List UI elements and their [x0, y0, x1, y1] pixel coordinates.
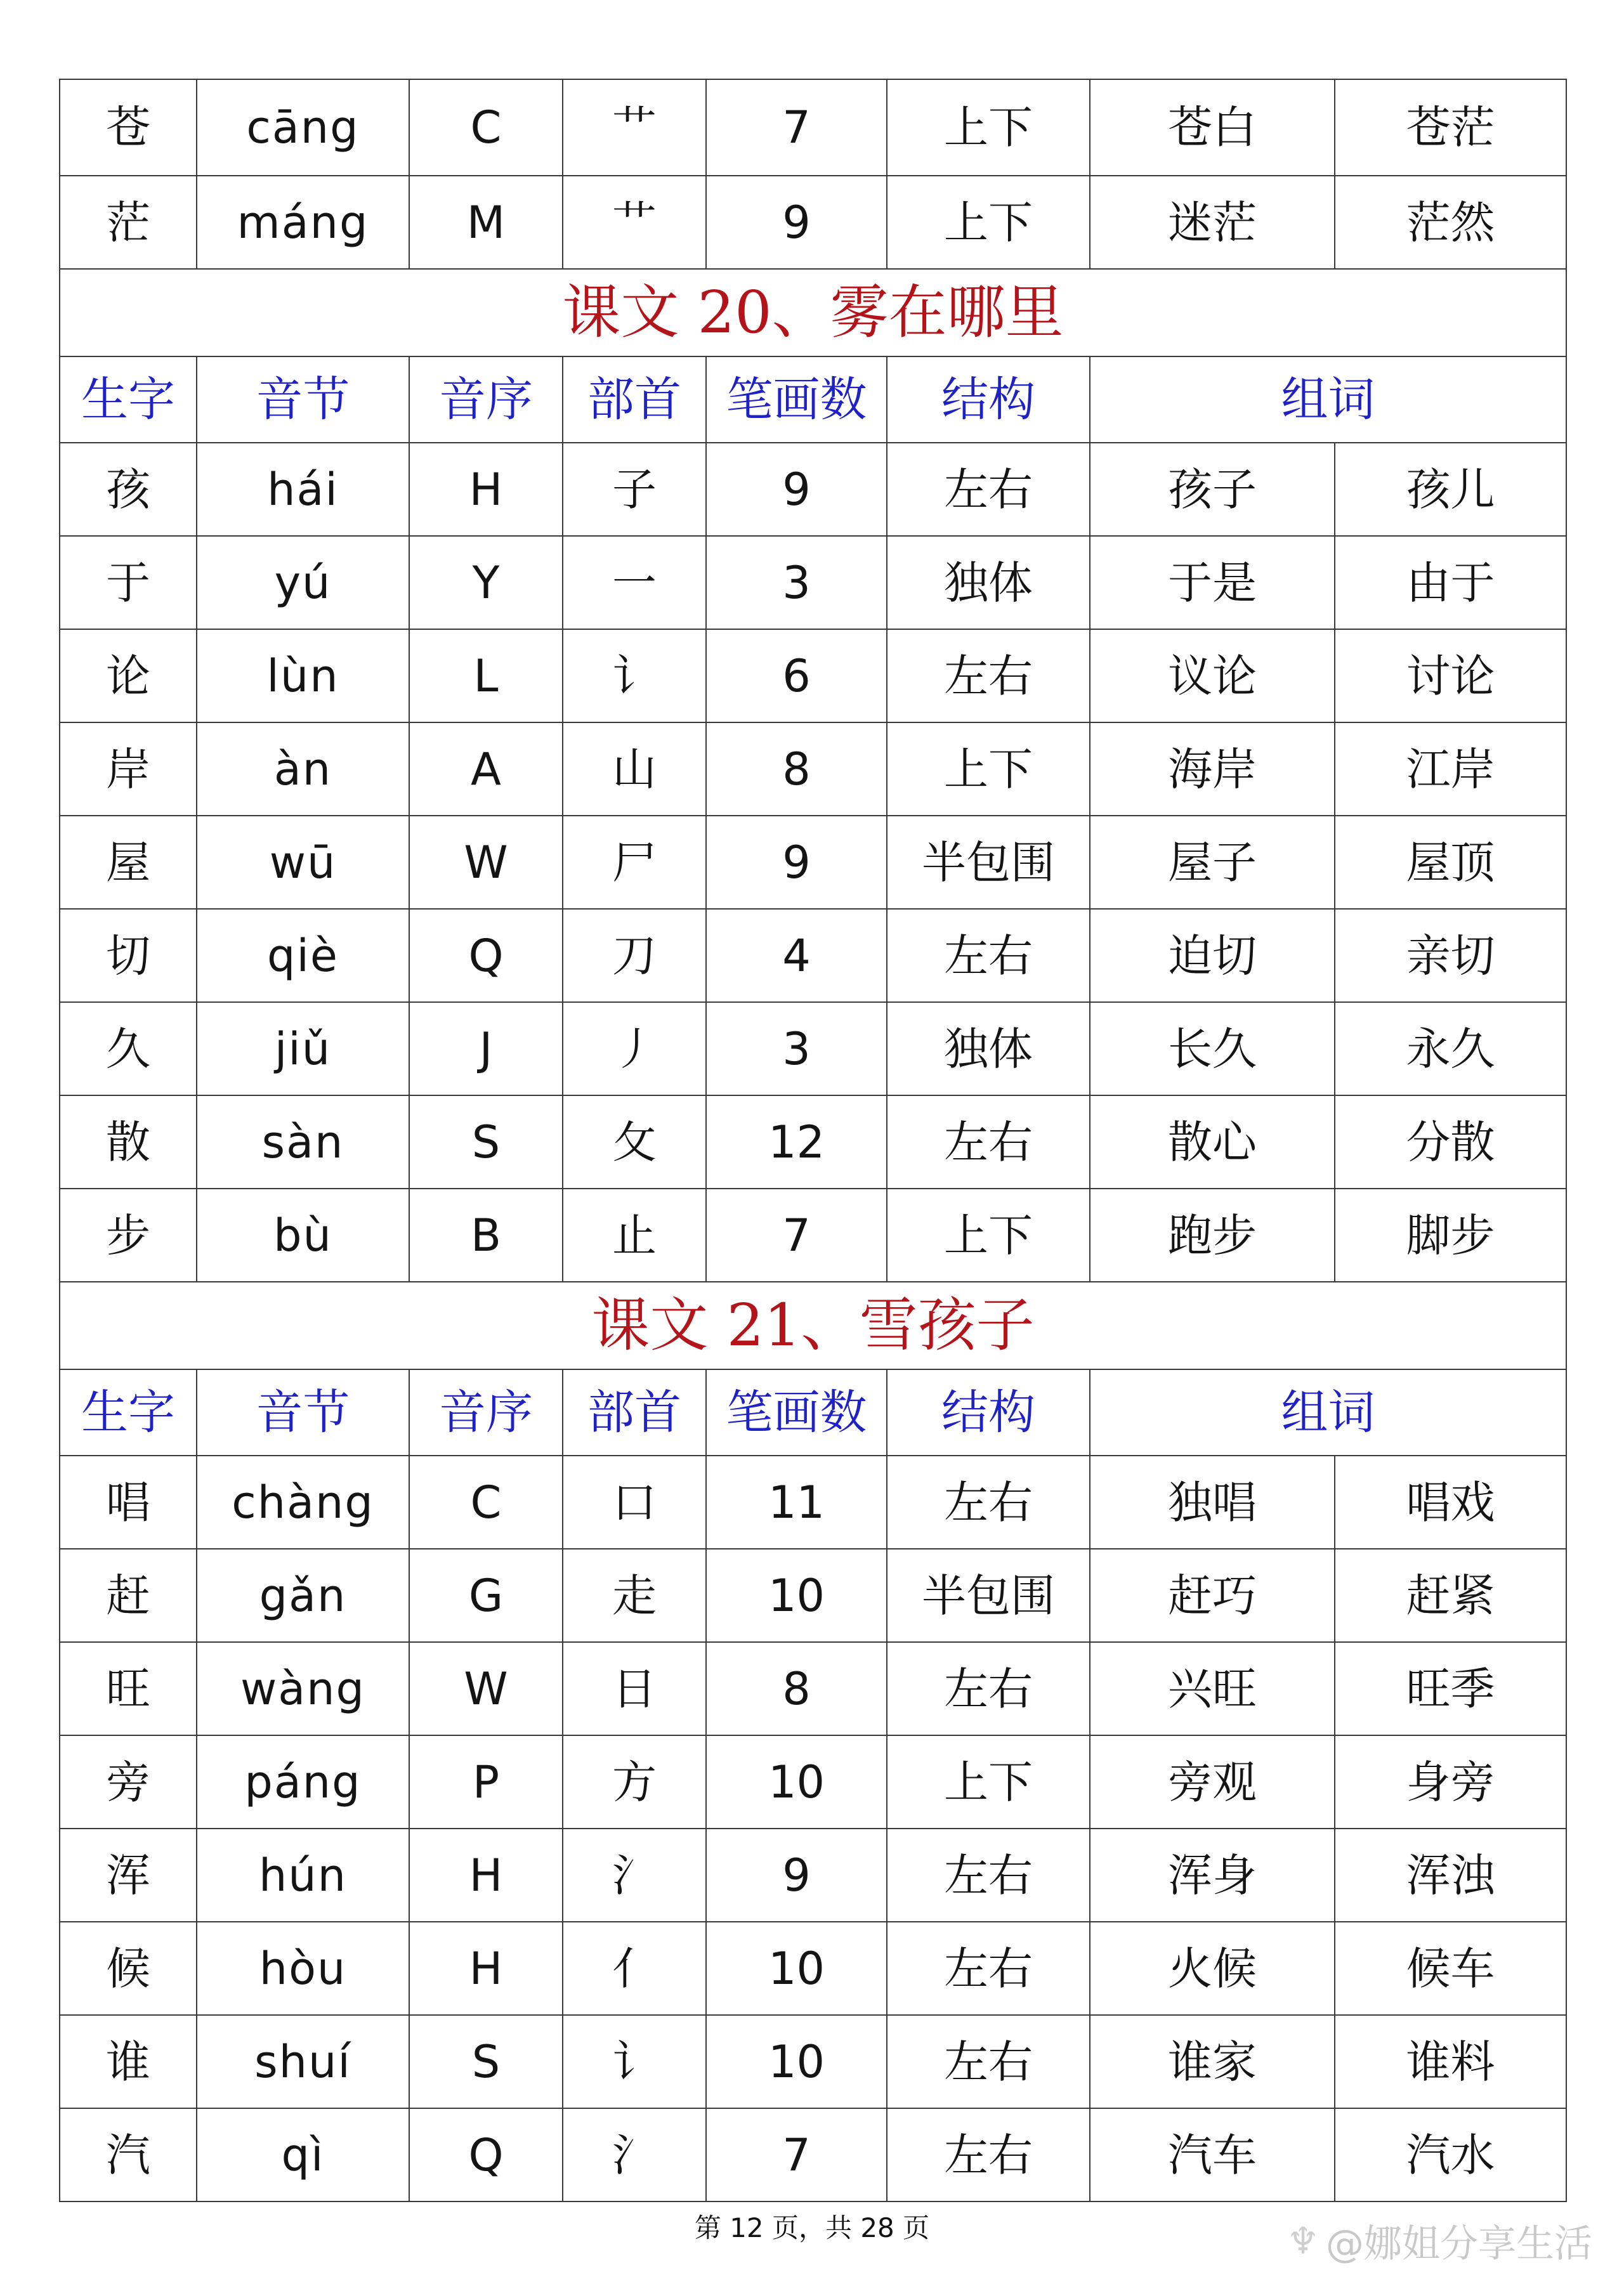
cell-strokes: 6 — [706, 629, 887, 722]
cell-letter: Q — [409, 909, 563, 1002]
cell-strokes: 10 — [706, 2015, 887, 2108]
cell-word2: 谁料 — [1335, 2015, 1566, 2108]
cell-letter: C — [409, 79, 563, 176]
cell-word2: 亲切 — [1335, 909, 1566, 1002]
table-row — [60, 1189, 1566, 1282]
column-header: 结构 — [887, 356, 1090, 443]
cell-word1: 海岸 — [1090, 722, 1335, 816]
cell-letter: W — [409, 816, 563, 909]
cell-letter: H — [409, 443, 563, 536]
cell-pinyin: sàn — [197, 1095, 409, 1189]
cell-structure: 独体 — [887, 1002, 1090, 1095]
cell-structure: 左右 — [887, 909, 1090, 1002]
table-row — [60, 1829, 1566, 1922]
cell-word2: 分散 — [1335, 1095, 1566, 1189]
cell-structure: 上下 — [887, 176, 1090, 269]
lesson-title-row — [60, 269, 1566, 356]
table-row — [60, 2015, 1566, 2108]
cell-strokes: 8 — [706, 722, 887, 816]
cell-char: 候 — [60, 1922, 197, 2015]
cell-char: 孩 — [60, 443, 197, 536]
column-header: 笔画数 — [706, 356, 887, 443]
cell-word2: 浑浊 — [1335, 1829, 1566, 1922]
cell-letter: J — [409, 1002, 563, 1095]
watermark — [1287, 2214, 1592, 2268]
cell-letter: P — [409, 1735, 563, 1829]
cell-strokes: 10 — [706, 1922, 887, 2015]
cell-word1: 议论 — [1090, 629, 1335, 722]
cell-char: 汽 — [60, 2108, 197, 2201]
cell-letter: B — [409, 1189, 563, 1282]
cell-char: 浑 — [60, 1829, 197, 1922]
cell-word1: 屋子 — [1090, 816, 1335, 909]
cell-radical: 丿 — [563, 1002, 706, 1095]
column-header: 生字 — [60, 1369, 197, 1456]
cell-char: 茫 — [60, 176, 197, 269]
cell-strokes: 11 — [706, 1456, 887, 1549]
cell-strokes: 8 — [706, 1642, 887, 1735]
cell-char: 散 — [60, 1095, 197, 1189]
cell-pinyin: wū — [197, 816, 409, 909]
column-header: 部首 — [563, 356, 706, 443]
cell-strokes: 9 — [706, 443, 887, 536]
cell-pinyin: gǎn — [197, 1549, 409, 1642]
cell-pinyin: máng — [197, 176, 409, 269]
cell-structure: 左右 — [887, 1095, 1090, 1189]
header-row — [60, 356, 1566, 443]
cell-pinyin: qiè — [197, 909, 409, 1002]
cell-letter: S — [409, 1095, 563, 1189]
cell-word2: 由于 — [1335, 536, 1566, 629]
cell-word2: 屋顶 — [1335, 816, 1566, 909]
cell-word2: 候车 — [1335, 1922, 1566, 2015]
cell-strokes: 3 — [706, 1002, 887, 1095]
column-header: 组词 — [1090, 1369, 1566, 1456]
cell-strokes: 10 — [706, 1735, 887, 1829]
cell-radical: 艹 — [563, 79, 706, 176]
cell-char: 屋 — [60, 816, 197, 909]
cell-pinyin: qì — [197, 2108, 409, 2201]
cell-structure: 左右 — [887, 2015, 1090, 2108]
cell-pinyin: chàng — [197, 1456, 409, 1549]
lesson-title: 课文 20、雾在哪里 — [60, 269, 1566, 356]
cell-pinyin: shuí — [197, 2015, 409, 2108]
cell-structure: 独体 — [887, 536, 1090, 629]
table-row — [60, 176, 1566, 269]
cell-word1: 浑身 — [1090, 1829, 1335, 1922]
cell-radical: 方 — [563, 1735, 706, 1829]
column-header: 笔画数 — [706, 1369, 887, 1456]
table-row — [60, 816, 1566, 909]
cell-word2: 苍茫 — [1335, 79, 1566, 176]
cell-structure: 左右 — [887, 443, 1090, 536]
cell-radical: 尸 — [563, 816, 706, 909]
cell-word2: 茫然 — [1335, 176, 1566, 269]
column-header: 音序 — [409, 1369, 563, 1456]
cell-strokes: 3 — [706, 536, 887, 629]
column-header: 部首 — [563, 1369, 706, 1456]
cell-letter: Y — [409, 536, 563, 629]
cell-word2: 孩儿 — [1335, 443, 1566, 536]
cell-word1: 独唱 — [1090, 1456, 1335, 1549]
cell-pinyin: bù — [197, 1189, 409, 1282]
cell-pinyin: hái — [197, 443, 409, 536]
table-row — [60, 79, 1566, 176]
cell-char: 旁 — [60, 1735, 197, 1829]
cell-radical: 讠 — [563, 629, 706, 722]
cell-pinyin: wàng — [197, 1642, 409, 1735]
cell-char: 唱 — [60, 1456, 197, 1549]
cell-char: 切 — [60, 909, 197, 1002]
cell-word1: 迫切 — [1090, 909, 1335, 1002]
column-header: 组词 — [1090, 356, 1566, 443]
table-row — [60, 1735, 1566, 1829]
cell-word1: 跑步 — [1090, 1189, 1335, 1282]
cell-letter: H — [409, 1922, 563, 2015]
cell-char: 谁 — [60, 2015, 197, 2108]
cell-pinyin: lùn — [197, 629, 409, 722]
cell-structure: 左右 — [887, 1642, 1090, 1735]
cell-structure: 半包围 — [887, 1549, 1090, 1642]
cell-letter: H — [409, 1829, 563, 1922]
cell-word2: 讨论 — [1335, 629, 1566, 722]
cell-structure: 半包围 — [887, 816, 1090, 909]
cell-word2: 赶紧 — [1335, 1549, 1566, 1642]
cell-structure: 上下 — [887, 1189, 1090, 1282]
cell-letter: A — [409, 722, 563, 816]
cell-char: 论 — [60, 629, 197, 722]
cell-word1: 散心 — [1090, 1095, 1335, 1189]
table-row — [60, 1095, 1566, 1189]
cell-letter: L — [409, 629, 563, 722]
header-row — [60, 1369, 1566, 1456]
cell-letter: S — [409, 2015, 563, 2108]
table-row — [60, 1642, 1566, 1735]
cell-letter: M — [409, 176, 563, 269]
cell-radical: 艹 — [563, 176, 706, 269]
cell-structure: 左右 — [887, 1829, 1090, 1922]
column-header: 生字 — [60, 356, 197, 443]
cell-radical: 日 — [563, 1642, 706, 1735]
cell-strokes: 10 — [706, 1549, 887, 1642]
cell-word1: 兴旺 — [1090, 1642, 1335, 1735]
cell-word2: 脚步 — [1335, 1189, 1566, 1282]
table-row — [60, 909, 1566, 1002]
cell-strokes: 9 — [706, 1829, 887, 1922]
cell-radical: 攵 — [563, 1095, 706, 1189]
cell-radical: 亻 — [563, 1922, 706, 2015]
table-row — [60, 1456, 1566, 1549]
cell-pinyin: hún — [197, 1829, 409, 1922]
cell-word1: 旁观 — [1090, 1735, 1335, 1829]
cell-word1: 长久 — [1090, 1002, 1335, 1095]
watermark-logo-icon: ♆ — [1287, 2219, 1320, 2262]
table-row — [60, 1002, 1566, 1095]
cell-radical: 刀 — [563, 909, 706, 1002]
cell-word1: 于是 — [1090, 536, 1335, 629]
cell-char: 旺 — [60, 1642, 197, 1735]
cell-radical: 山 — [563, 722, 706, 816]
cell-word1: 汽车 — [1090, 2108, 1335, 2201]
page-footer: 第 12 页，共 28 页 — [694, 2212, 930, 2243]
cell-word2: 旺季 — [1335, 1642, 1566, 1735]
lesson-title: 课文 21、雪孩子 — [60, 1282, 1566, 1369]
cell-word1: 迷茫 — [1090, 176, 1335, 269]
cell-radical: 子 — [563, 443, 706, 536]
cell-word1: 孩子 — [1090, 443, 1335, 536]
cell-pinyin: yú — [197, 536, 409, 629]
cell-char: 久 — [60, 1002, 197, 1095]
cell-word2: 江岸 — [1335, 722, 1566, 816]
cell-structure: 上下 — [887, 1735, 1090, 1829]
cell-char: 赶 — [60, 1549, 197, 1642]
column-header: 结构 — [887, 1369, 1090, 1456]
table-row — [60, 722, 1566, 816]
cell-pinyin: àn — [197, 722, 409, 816]
cell-word1: 谁家 — [1090, 2015, 1335, 2108]
lesson-title-row — [60, 1282, 1566, 1369]
table-row — [60, 443, 1566, 536]
cell-letter: Q — [409, 2108, 563, 2201]
cell-char: 岸 — [60, 722, 197, 816]
cell-radical: 氵 — [563, 2108, 706, 2201]
cell-word1: 赶巧 — [1090, 1549, 1335, 1642]
cell-word2: 身旁 — [1335, 1735, 1566, 1829]
cell-word1: 火候 — [1090, 1922, 1335, 2015]
cell-structure: 左右 — [887, 2108, 1090, 2201]
cell-structure: 左右 — [887, 629, 1090, 722]
cell-radical: 口 — [563, 1456, 706, 1549]
cell-strokes: 7 — [706, 1189, 887, 1282]
cell-pinyin: hòu — [197, 1922, 409, 2015]
cell-letter: G — [409, 1549, 563, 1642]
table-row — [60, 2108, 1566, 2201]
cell-strokes: 9 — [706, 816, 887, 909]
cell-char: 苍 — [60, 79, 197, 176]
cell-radical: 讠 — [563, 2015, 706, 2108]
cell-radical: 走 — [563, 1549, 706, 1642]
table-row — [60, 629, 1566, 722]
cell-word2: 永久 — [1335, 1002, 1566, 1095]
cell-strokes: 7 — [706, 2108, 887, 2201]
cell-letter: C — [409, 1456, 563, 1549]
column-header: 音节 — [197, 1369, 409, 1456]
table-row — [60, 1922, 1566, 2015]
watermark-text: @娜姐分享生活 — [1326, 2222, 1592, 2266]
cell-strokes: 7 — [706, 79, 887, 176]
cell-word2: 唱戏 — [1335, 1456, 1566, 1549]
table-row — [60, 536, 1566, 629]
cell-structure: 上下 — [887, 722, 1090, 816]
cell-letter: W — [409, 1642, 563, 1735]
cell-structure: 左右 — [887, 1456, 1090, 1549]
vocab-table — [59, 79, 1567, 2202]
cell-char: 于 — [60, 536, 197, 629]
cell-radical: 氵 — [563, 1829, 706, 1922]
cell-word1: 苍白 — [1090, 79, 1335, 176]
cell-strokes: 4 — [706, 909, 887, 1002]
cell-structure: 左右 — [887, 1922, 1090, 2015]
table-row — [60, 1549, 1566, 1642]
cell-word2: 汽水 — [1335, 2108, 1566, 2201]
cell-radical: 一 — [563, 536, 706, 629]
column-header: 音节 — [197, 356, 409, 443]
column-header: 音序 — [409, 356, 563, 443]
cell-strokes: 12 — [706, 1095, 887, 1189]
cell-strokes: 9 — [706, 176, 887, 269]
cell-pinyin: jiǔ — [197, 1002, 409, 1095]
cell-pinyin: cāng — [197, 79, 409, 176]
cell-radical: 止 — [563, 1189, 706, 1282]
cell-structure: 上下 — [887, 79, 1090, 176]
cell-pinyin: páng — [197, 1735, 409, 1829]
cell-char: 步 — [60, 1189, 197, 1282]
